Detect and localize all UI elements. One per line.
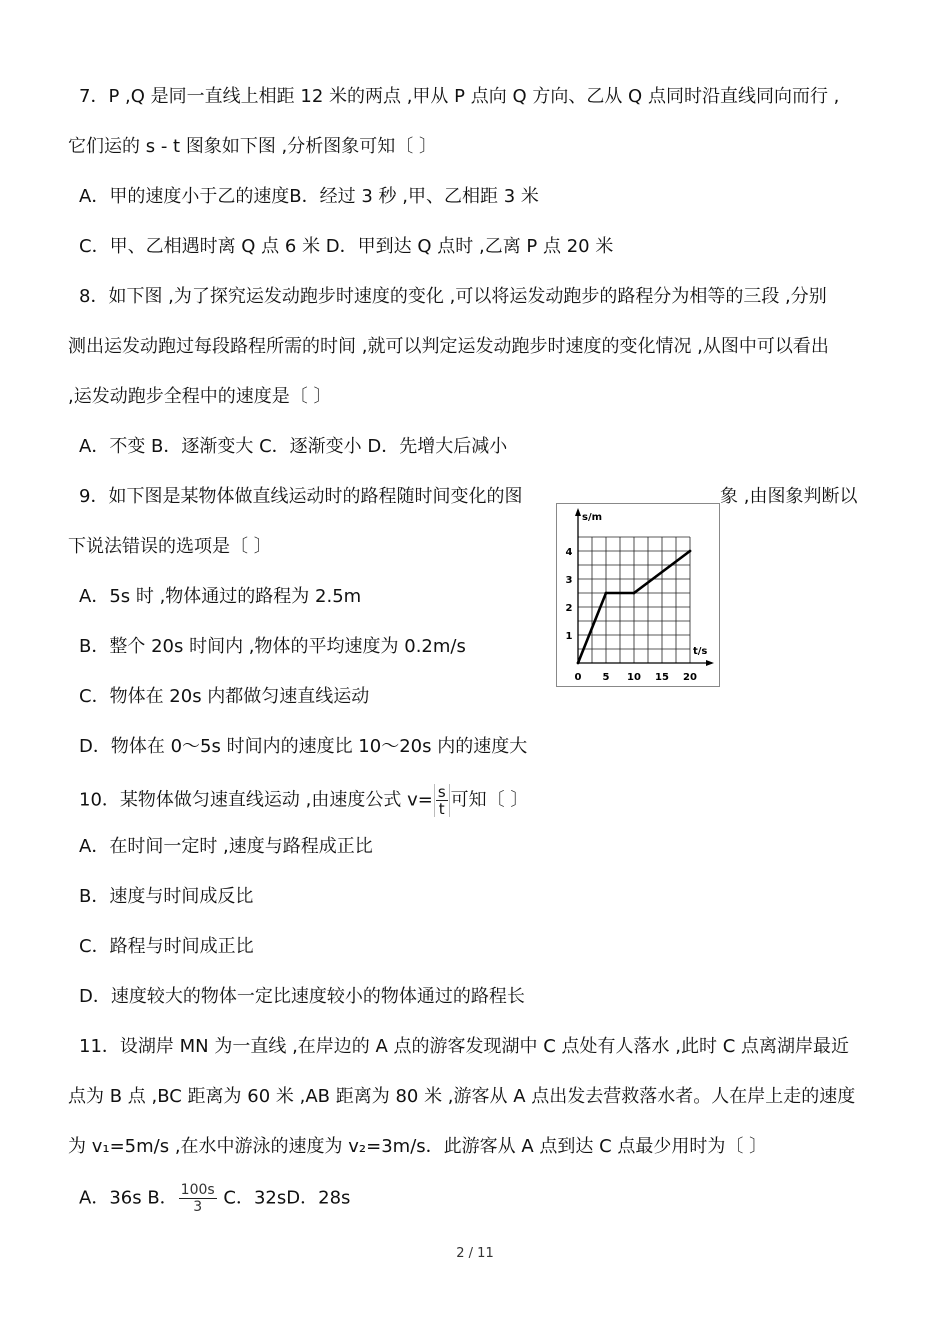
x-tick-label: 0 [574,672,582,683]
y-tick-label: 3 [565,575,573,586]
q10-stem-post: 可知〔 〕 [450,789,529,811]
q8-options: A．不变 B．逐渐变大 C．逐渐变小 D．先增大后减小 [79,436,508,457]
q7-line1: 7．P ,Q 是同一直线上相距 12 米的两点 ,甲从 P 点向 Q 方向、乙从 Q 点同时沿直线同向而行 , [79,86,840,107]
q11-option-a: A．36s B． [79,1187,178,1209]
x-axis-arrow [706,660,714,666]
q8-line3: ,运发动跑步全程中的速度是〔 〕 [68,386,332,407]
velocity-formula [434,784,450,817]
q9-line1-left: 9．如下图是某物体做直线运动时的路程随时间变化的图 [79,486,523,507]
fraction-numerator: 100s [180,1182,215,1198]
formula-denominator: t [438,800,445,818]
page-number: 2 / 11 [456,1246,494,1261]
q9-option-d: D．物体在 0～5s 时间内的速度比 10～20s 内的速度大 [79,736,528,757]
q10-option-a: A．在时间一定时 ,速度与路程成正比 [79,836,373,857]
q9-line1-right: 象 ,由图象判断以 [720,486,858,507]
y-tick-label: 1 [565,631,573,642]
x-axis-label: t/s [693,646,708,657]
y-axis-label: s/m [582,512,603,523]
q8-line2: 测出运发动跑过每段路程所需的时间 ,就可以判定运发动跑步时速度的变化情况 ,从图中可以看出 [68,336,829,357]
data-point [689,550,692,553]
s-t-graph-svg [557,504,719,686]
q9-option-c: C．物体在 20s 内都做匀速直线运动 [79,686,370,707]
fraction-denominator: 3 [193,1199,203,1215]
y-tick-label: 2 [565,603,573,614]
q9-option-b: B．整个 20s 时间内 ,物体的平均速度为 0.2m/s [79,636,466,657]
s-t-graph [556,503,720,687]
y-tick-label: 4 [565,547,573,558]
x-tick-label: 20 [683,672,697,683]
q7-options-ab: A．甲的速度小于乙的速度B．经过 3 秒 ,甲、乙相距 3 米 [79,186,539,207]
q7-options-cd: C．甲、乙相遇时离 Q 点 6 米 D．甲到达 Q 点时 ,乙离 P 点 20 米 [79,236,614,257]
q9-line2: 下说法错误的选项是〔 〕 [68,536,272,557]
q7-line2: 它们运的 s - t 图象如下图 ,分析图象可知〔 〕 [68,136,437,157]
q11-line2: 点为 B 点 ,BC 距离为 60 米 ,AB 距离为 80 米 ,游客从 A 点出发去营救落水者。人在岸上走的速度 [68,1086,856,1107]
q11-options [79,1182,350,1215]
data-point [605,592,608,595]
data-point [633,592,636,595]
y-axis-arrow [575,508,581,516]
formula-numerator: s [437,783,446,801]
x-tick-label: 10 [627,672,641,683]
q10-option-b: B．速度与时间成反比 [79,886,254,907]
data-point [577,662,580,665]
q9-option-a: A．5s 时 ,物体通过的路程为 2.5m [79,586,362,607]
q10-option-d: D．速度较大的物体一定比速度较小的物体通过的路程长 [79,986,525,1007]
q11-option-cd: C．32sD．28s [217,1187,351,1209]
q11-option-b-fraction [179,1182,217,1215]
q10-stem-pre: 10．某物体做匀速直线运动 ,由速度公式 v= [79,789,433,811]
q10-stem [79,784,528,817]
x-tick-label: 15 [655,672,669,683]
x-tick-label: 5 [602,672,610,683]
q10-option-c: C．路程与时间成正比 [79,936,254,957]
q11-line3: 为 v₁=5m/s ,在水中游泳的速度为 v₂=3m/s．此游客从 A 点到达 C 点最少用时为〔 〕 [68,1136,768,1157]
q8-line1: 8．如下图 ,为了探究运发动跑步时速度的变化 ,可以将运发动跑步的路程分为相等的三段 ,分别 [79,286,827,307]
q11-line1: 11．设湖岸 MN 为一直线 ,在岸边的 A 点的游客发现湖中 C 点处有人落水 ,此时 C 点离湖岸最近 [79,1036,850,1057]
